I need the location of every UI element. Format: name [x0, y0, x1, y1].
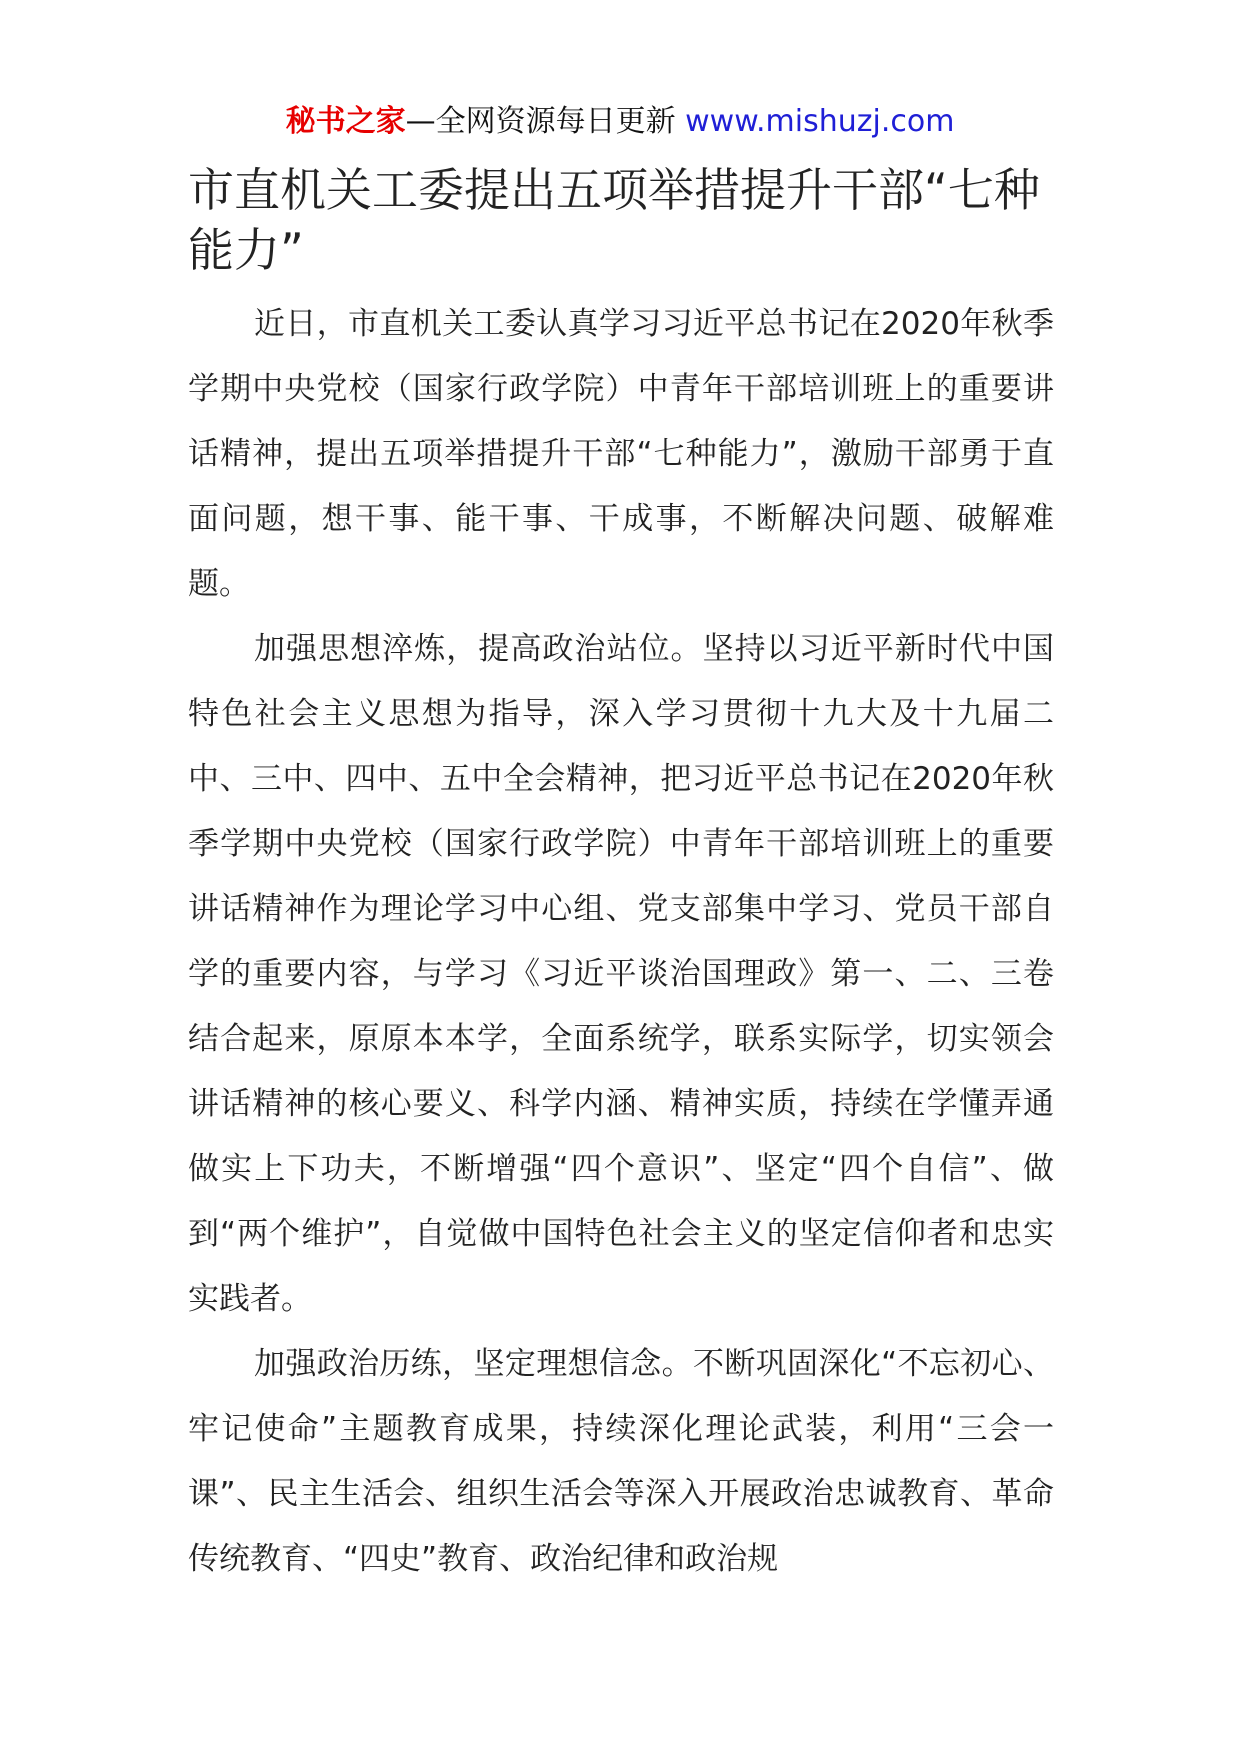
brand-name: 秘书之家	[285, 104, 406, 139]
header-tagline: —全网资源每日更新	[405, 104, 676, 139]
page-header	[0, 100, 1240, 144]
paragraph-2: 加强思想淬炼，提高政治站位。坚持以习近平新时代中国特色社会主义思想为指导，深入学习贯彻十九大及十九届二中、三中、四中、五中全会精神，把习近平总书记在2020年秋季学期中央党校（国家行政学院）中青年干部培训班上的重要讲话精神作为理论学习中心组、党支部集中学习、党员干部自学的重要内容，与学习《习近平谈治国理政》第一、二、三卷结合起来，原原本本学，全面系统学，联系实际学，切实领会讲话精神的核心要义、科学内涵、精神实质，持续在学懂弄通做实上下功夫，不断增强“四个意识”、坚定“四个自信”、做到“两个维护”，自觉做中国特色社会主义的坚定信仰者和忠实实践者。	[188, 631, 1054, 1317]
document-body	[188, 292, 1054, 1592]
paragraph-1: 近日，市直机关工委认真学习习近平总书记在2020年秋季学期中央党校（国家行政学院）中青年干部培训班上的重要讲话精神，提出五项举措提升干部“七种能力”，激励干部勇于直面问题，想干事、能干事、干成事，不断解决问题、破解难题。	[188, 306, 1054, 602]
document-title: 市直机关工委提出五项举措提升干部“七种能力”	[188, 163, 1040, 277]
paragraph-3: 加强政治历练，坚定理想信念。不断巩固深化“不忘初心、牢记使命”主题教育成果，持续深化理论武装，利用“三会一课”、民主生活会、组织生活会等深入开展政治忠诚教育、革命传统教育、“四史”教育、政治纪律和政治规	[188, 1346, 1054, 1577]
site-url[interactable]: www.mishuzj.com	[685, 104, 955, 139]
